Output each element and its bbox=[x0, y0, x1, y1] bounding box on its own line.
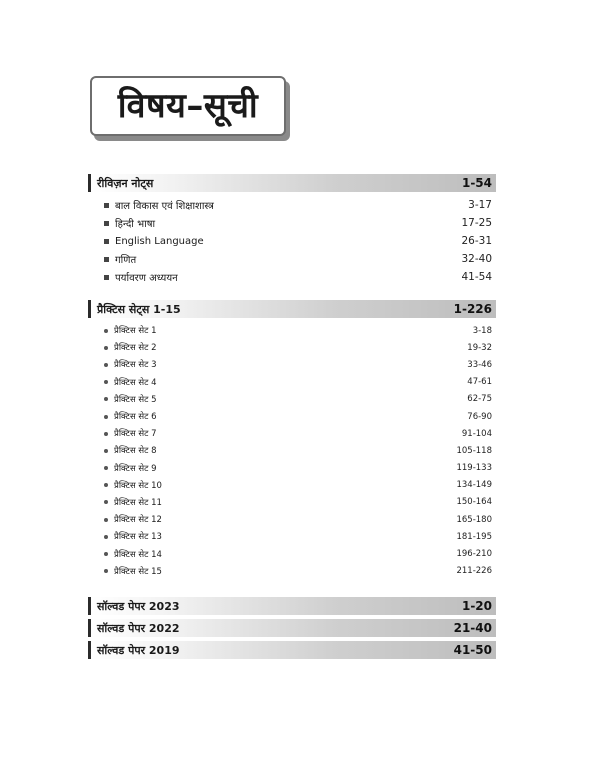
practice-list bbox=[104, 322, 496, 580]
item-label: पर्यावरण अध्ययन bbox=[115, 273, 178, 284]
item-label: प्रैक्टिस सेट 14 bbox=[114, 549, 162, 560]
dot-bullet-icon bbox=[104, 329, 108, 333]
page-title: विषय–सूची bbox=[117, 86, 259, 126]
dot-bullet-icon bbox=[104, 466, 108, 470]
section-pages: 41-50 bbox=[453, 643, 492, 657]
dot-bullet-icon bbox=[104, 380, 108, 384]
item-label: हिन्दी भाषा bbox=[115, 219, 156, 230]
list-item bbox=[104, 528, 496, 545]
item-pages: 211-226 bbox=[456, 566, 492, 577]
dot-bullet-icon bbox=[104, 535, 108, 539]
item-pages: 26-31 bbox=[461, 235, 492, 247]
list-item bbox=[104, 232, 496, 250]
item-pages: 165-180 bbox=[456, 514, 492, 525]
dot-bullet-icon bbox=[104, 500, 108, 504]
item-pages: 3-18 bbox=[472, 325, 492, 336]
item-pages: 3-17 bbox=[468, 199, 492, 211]
section-title: रीविज़न नोट्स bbox=[97, 176, 154, 190]
item-pages: 17-25 bbox=[461, 217, 492, 229]
list-item bbox=[104, 339, 496, 356]
item-pages: 181-195 bbox=[456, 531, 492, 542]
list-item bbox=[104, 250, 496, 268]
list-item bbox=[104, 408, 496, 425]
page-title-box bbox=[90, 76, 286, 136]
item-label: English Language bbox=[115, 235, 204, 247]
square-bullet-icon bbox=[104, 203, 109, 208]
dot-bullet-icon bbox=[104, 415, 108, 419]
section-title: सॉल्वड पेपर 2022 bbox=[97, 621, 180, 635]
item-label: बाल विकास एवं शिक्षाशास्त्र bbox=[115, 201, 214, 212]
list-item bbox=[104, 460, 496, 477]
item-label: प्रैक्टिस सेट 1 bbox=[114, 326, 157, 337]
item-label: प्रैक्टिस सेट 6 bbox=[114, 412, 157, 423]
item-label: प्रैक्टिस सेट 10 bbox=[114, 480, 162, 491]
item-pages: 32-40 bbox=[461, 253, 492, 265]
item-pages: 134-149 bbox=[456, 480, 492, 491]
list-item bbox=[104, 442, 496, 459]
dot-bullet-icon bbox=[104, 346, 108, 350]
item-label: प्रैक्टिस सेट 5 bbox=[114, 394, 157, 405]
item-pages: 91-104 bbox=[461, 428, 492, 439]
list-item bbox=[104, 477, 496, 494]
square-bullet-icon bbox=[104, 221, 109, 226]
dot-bullet-icon bbox=[104, 518, 108, 522]
item-pages: 33-46 bbox=[467, 359, 492, 370]
dot-bullet-icon bbox=[104, 432, 108, 436]
item-pages: 41-54 bbox=[461, 271, 492, 283]
list-item bbox=[104, 425, 496, 442]
section-title: प्रैक्टिस सेट्स 1-15 bbox=[97, 302, 181, 316]
item-pages: 119-133 bbox=[456, 463, 492, 474]
list-item bbox=[104, 511, 496, 528]
section-practice-sets bbox=[88, 300, 496, 318]
item-label: प्रैक्टिस सेट 3 bbox=[114, 360, 157, 371]
item-label: प्रैक्टिस सेट 9 bbox=[114, 463, 157, 474]
item-label: प्रैक्टिस सेट 15 bbox=[114, 566, 162, 577]
item-pages: 47-61 bbox=[467, 377, 492, 388]
list-item bbox=[104, 494, 496, 511]
square-bullet-icon bbox=[104, 275, 109, 280]
item-pages: 76-90 bbox=[467, 411, 492, 422]
item-label: प्रैक्टिस सेट 13 bbox=[114, 532, 162, 543]
section-pages: 1-54 bbox=[461, 176, 492, 190]
dot-bullet-icon bbox=[104, 552, 108, 556]
item-label: प्रैक्टिस सेट 2 bbox=[114, 343, 157, 354]
item-pages: 62-75 bbox=[467, 394, 492, 405]
item-label: प्रैक्टिस सेट 12 bbox=[114, 515, 162, 526]
section-solved-paper-2022 bbox=[88, 619, 496, 637]
list-item bbox=[104, 356, 496, 373]
item-label: गणित bbox=[115, 255, 137, 266]
section-pages: 1-20 bbox=[461, 599, 492, 613]
dot-bullet-icon bbox=[104, 397, 108, 401]
list-item bbox=[104, 214, 496, 232]
item-pages: 19-32 bbox=[467, 342, 492, 353]
item-pages: 196-210 bbox=[456, 549, 492, 560]
section-pages: 1-226 bbox=[453, 302, 492, 316]
list-item bbox=[104, 322, 496, 339]
list-item bbox=[104, 545, 496, 562]
section-solved-paper-2023 bbox=[88, 597, 496, 615]
section-title: सॉल्वड पेपर 2019 bbox=[97, 643, 180, 657]
item-pages: 105-118 bbox=[456, 445, 492, 456]
list-item bbox=[104, 268, 496, 286]
item-label: प्रैक्टिस सेट 11 bbox=[114, 497, 162, 508]
dot-bullet-icon bbox=[104, 483, 108, 487]
section-pages: 21-40 bbox=[453, 621, 492, 635]
list-item bbox=[104, 374, 496, 391]
item-label: प्रैक्टिस सेट 7 bbox=[114, 429, 157, 440]
item-label: प्रैक्टिस सेट 4 bbox=[114, 377, 157, 388]
square-bullet-icon bbox=[104, 257, 109, 262]
section-title: सॉल्वड पेपर 2023 bbox=[97, 599, 180, 613]
item-pages: 150-164 bbox=[456, 497, 492, 508]
list-item bbox=[104, 563, 496, 580]
square-bullet-icon bbox=[104, 239, 109, 244]
item-label: प्रैक्टिस सेट 8 bbox=[114, 446, 157, 457]
list-item bbox=[104, 391, 496, 408]
dot-bullet-icon bbox=[104, 449, 108, 453]
section-revision-notes bbox=[88, 174, 496, 192]
list-item bbox=[104, 196, 496, 214]
dot-bullet-icon bbox=[104, 569, 108, 573]
revision-list bbox=[104, 196, 496, 286]
dot-bullet-icon bbox=[104, 363, 108, 367]
section-solved-paper-2019 bbox=[88, 641, 496, 659]
